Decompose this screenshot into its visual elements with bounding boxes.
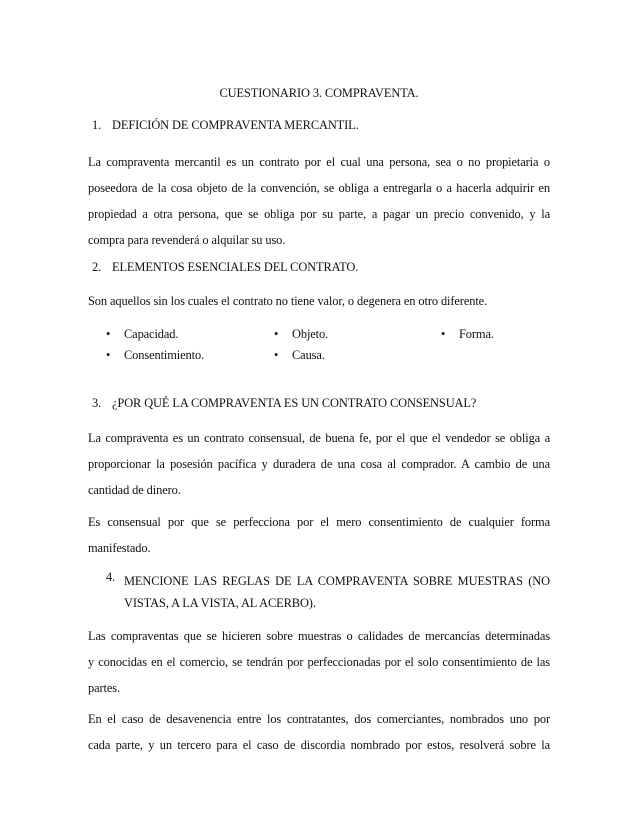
document-title: CUESTIONARIO 3. COMPRAVENTA. bbox=[219, 86, 419, 100]
paragraph-line: proporcionar la posesión pacífica y duradera de una cosa al comprador. A cambio de una bbox=[88, 457, 550, 471]
section-2-intro bbox=[88, 288, 550, 314]
paragraph-line: Son aquellos sin los cuales el contrato no tiene valor, o degenera en otro diferente. bbox=[88, 294, 488, 308]
section-1-paragraph bbox=[88, 149, 550, 253]
bullet-text: Capacidad. bbox=[124, 327, 179, 341]
section-4-number: 4. bbox=[106, 570, 116, 584]
paragraph-line: manifestado. bbox=[88, 541, 151, 555]
bullet-icon: • bbox=[106, 327, 111, 341]
section-3-paragraph-1 bbox=[88, 425, 550, 503]
section-2-heading bbox=[92, 260, 359, 275]
section-4-heading bbox=[124, 570, 550, 614]
bullet-text: Forma. bbox=[459, 327, 494, 341]
paragraph-line: y conocidas en el comercio, se tendrán por perfeccionadas por el solo consentimiento de las bbox=[88, 655, 550, 669]
section-3-paragraph-2 bbox=[88, 509, 550, 561]
section-4-title-line: VISTAS, A LA VISTA, AL ACERBO). bbox=[124, 596, 316, 610]
section-1-heading bbox=[92, 118, 359, 133]
paragraph-line: cada parte, y un tercero para el caso de discordia nombrado por estos, resolverá sobre la bbox=[88, 738, 550, 752]
bullet-icon: • bbox=[274, 348, 279, 362]
section-2-title: ELEMENTOS ESENCIALES DEL CONTRATO. bbox=[112, 260, 359, 274]
section-3-number: 3. bbox=[92, 396, 102, 410]
bullet-icon: • bbox=[441, 327, 446, 341]
section-3-heading bbox=[92, 396, 477, 411]
bullet-text: Causa. bbox=[292, 348, 325, 362]
paragraph-line: La compraventa es un contrato consensual, de buena fe, por el que el vendedor se obliga a bbox=[88, 431, 550, 445]
paragraph-line: compra para revenderá o alquilar su uso. bbox=[88, 233, 286, 247]
paragraph-line: partes. bbox=[88, 681, 120, 695]
paragraph-line: La compraventa mercantil es un contrato por el cual una persona, sea o no propietaria o bbox=[88, 155, 550, 169]
paragraph-line: propiedad a otra persona, que se obliga por su parte, a pagar un precio convenido, y la bbox=[88, 207, 550, 221]
paragraph-line: poseedora de la cosa objeto de la convención, se obliga a entregarla o a hacerla adquirir en bbox=[88, 181, 550, 195]
section-1-title: DEFICIÓN DE COMPRAVENTA MERCANTIL. bbox=[112, 118, 359, 132]
paragraph-line: Las compraventas que se hicieren sobre muestras o calidades de mercancías determinadas bbox=[88, 629, 550, 643]
bullet-icon: • bbox=[106, 348, 111, 362]
bullet-text: Objeto. bbox=[292, 327, 329, 341]
bullet-icon: • bbox=[274, 327, 279, 341]
section-4-paragraph-1 bbox=[88, 623, 550, 701]
section-2-number: 2. bbox=[92, 260, 102, 274]
bullet-text: Consentimiento. bbox=[124, 348, 205, 362]
paragraph-line: cantidad de dinero. bbox=[88, 483, 181, 497]
section-3-title: ¿POR QUÉ LA COMPRAVENTA ES UN CONTRATO CONSENSUAL? bbox=[112, 396, 477, 410]
paragraph-line: En el caso de desavenencia entre los contratantes, dos comerciantes, nombrados uno por bbox=[88, 712, 550, 726]
section-1-number: 1. bbox=[92, 118, 102, 132]
section-4-title-line: MENCIONE LAS REGLAS DE LA COMPRAVENTA SOBRE MUESTRAS (NO bbox=[124, 574, 550, 588]
paragraph-line: Es consensual por que se perfecciona por el mero consentimiento de cualquier forma bbox=[88, 515, 550, 529]
section-4-paragraph-2 bbox=[88, 706, 550, 758]
